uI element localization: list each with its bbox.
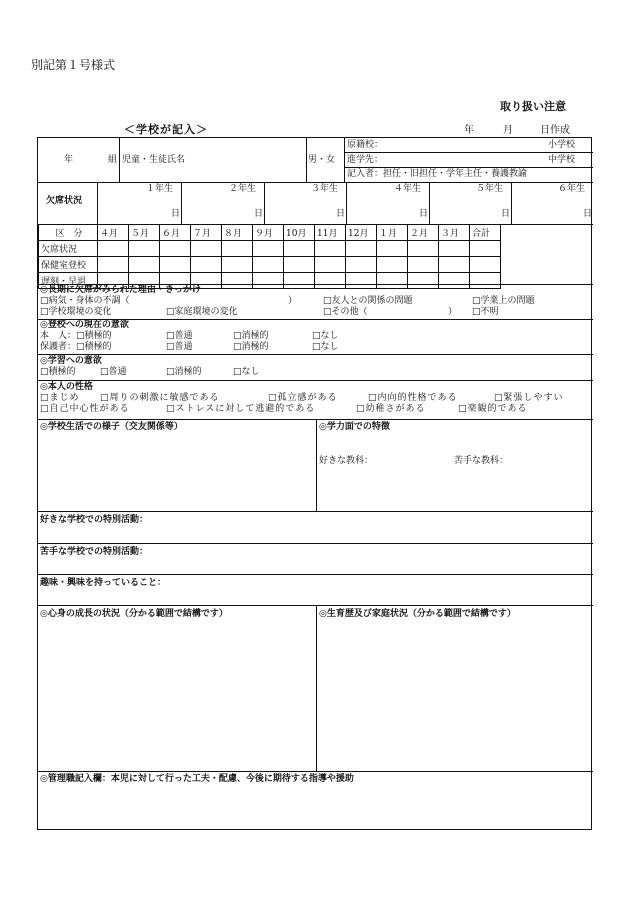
- divider: [316, 605, 317, 771]
- study-passive-checkbox[interactable]: □消極的: [166, 367, 202, 377]
- grade-6-label: ６年生: [558, 184, 586, 194]
- reason-unknown-checkbox[interactable]: □不明: [472, 307, 499, 317]
- char-selfcentered-checkbox[interactable]: □自己中心性がある: [40, 404, 130, 414]
- student-name-label: 児童・生徒氏名: [122, 155, 186, 165]
- cell[interactable]: [191, 241, 222, 257]
- cell[interactable]: [439, 241, 470, 257]
- cell[interactable]: [222, 257, 253, 273]
- month-header: ４月: [98, 225, 129, 241]
- academic-title: ◎学力面での特徴: [319, 422, 390, 432]
- cell[interactable]: [470, 257, 501, 273]
- reason-other-checkbox[interactable]: □その他（: [323, 307, 368, 317]
- divider: [97, 182, 98, 224]
- days-unit: 日: [419, 209, 429, 219]
- month-header: 11月: [315, 225, 346, 241]
- cell[interactable]: [160, 257, 191, 273]
- char-sensitive-checkbox[interactable]: □周りの刺激に敏感である: [100, 393, 220, 403]
- study-will-title: ◎学習への意欲: [40, 356, 102, 366]
- divider: [346, 182, 347, 224]
- cell[interactable]: [346, 273, 377, 289]
- char-optimistic-checkbox[interactable]: □楽観的である: [458, 404, 528, 414]
- manager-comment-title: ◎管理職記入欄：本児に対して行った工夫・配慮、今後に期待する指導や援助: [40, 774, 354, 784]
- divider: [344, 138, 345, 182]
- table-header-row: [39, 225, 501, 241]
- month-header: ３月: [439, 225, 470, 241]
- divider: [38, 511, 593, 512]
- self-active-checkbox[interactable]: 本 人：□積極的: [40, 331, 112, 341]
- self-passive-checkbox[interactable]: □消極的: [233, 331, 269, 341]
- char-escapist-checkbox[interactable]: □ストレスに対して逃避的である: [166, 404, 316, 414]
- divider: [38, 543, 593, 544]
- attend-will-title: ◎登校への現在の意欲: [40, 320, 129, 330]
- reason-school-env-checkbox[interactable]: □学校環境の変化: [40, 307, 112, 317]
- days-unit: 日: [501, 209, 511, 219]
- month-header: ２月: [408, 225, 439, 241]
- divider: [38, 182, 593, 183]
- school-life-title: ◎学校生活での様子（交友関係等）: [40, 422, 183, 432]
- days-unit: 日: [171, 209, 181, 219]
- favorite-activity-label: 好きな学校での特別活動：: [40, 515, 149, 525]
- year-label: 年: [64, 155, 74, 165]
- cell[interactable]: [315, 273, 346, 289]
- row-label: 保健室登校: [39, 257, 98, 273]
- filled-by-school-label: ＜学校が記入＞: [124, 123, 208, 136]
- reason-illness-checkbox[interactable]: □病気・身体の不調（: [40, 296, 130, 306]
- date-year-label: 年: [464, 125, 474, 136]
- cell[interactable]: [222, 241, 253, 257]
- row-label: 欠席状況: [39, 241, 98, 257]
- grade-5-label: ５年生: [476, 184, 504, 194]
- elementary-school-suffix: 小学校: [548, 140, 576, 150]
- month-header: 12月: [346, 225, 377, 241]
- cell[interactable]: [377, 273, 408, 289]
- report-form: [37, 137, 592, 830]
- cell[interactable]: [439, 257, 470, 273]
- guardian-passive-checkbox[interactable]: □消極的: [233, 342, 269, 352]
- handling-notice: 取り扱い注意: [500, 100, 566, 113]
- category-header: 区 分: [39, 225, 98, 241]
- cell[interactable]: [98, 257, 129, 273]
- cell[interactable]: [346, 241, 377, 257]
- cell[interactable]: [284, 257, 315, 273]
- grade-2-label: ２年生: [229, 184, 257, 194]
- next-school-label: 進学先：: [347, 155, 384, 165]
- divider: [511, 182, 512, 224]
- guardian-normal-checkbox[interactable]: □普通: [166, 342, 193, 352]
- study-normal-checkbox[interactable]: □普通: [100, 367, 127, 377]
- char-isolated-checkbox[interactable]: □孤立感がある: [268, 393, 338, 403]
- total-header: 合計: [470, 225, 501, 241]
- month-header: ９月: [253, 225, 284, 241]
- reason-home-env-checkbox[interactable]: □家庭環境の変化: [166, 307, 238, 317]
- weak-subject-label: 苦手な教科：: [454, 456, 509, 466]
- month-header: ８月: [222, 225, 253, 241]
- cell[interactable]: [284, 241, 315, 257]
- divider: [306, 138, 307, 182]
- form-number-label: 別記第１号様式: [31, 58, 116, 72]
- self-none-checkbox[interactable]: □なし: [312, 331, 339, 341]
- weak-activity-label: 苦手な学校での特別活動：: [40, 547, 149, 557]
- grade-4-label: ４年生: [394, 184, 422, 194]
- reason-paren-close: ）: [288, 296, 298, 306]
- self-normal-checkbox[interactable]: □普通: [166, 331, 193, 341]
- cell[interactable]: [315, 257, 346, 273]
- divider: [38, 574, 593, 575]
- reason-title: ◎長期に欠席がみられた理由・きっかけ: [40, 285, 201, 295]
- favorite-subject-label: 好きな教科：: [319, 456, 374, 466]
- divider: [264, 182, 265, 224]
- reason-friend-checkbox[interactable]: □友人との関係の問題: [323, 296, 413, 306]
- char-childish-checkbox[interactable]: □幼稚さがある: [356, 404, 426, 414]
- cell[interactable]: [470, 273, 501, 289]
- writer-label: 記入者：担任・旧担任・学年主任・養護教諭: [347, 169, 528, 179]
- gender-label: 男・女: [308, 155, 336, 165]
- grade-1-label: １年生: [146, 184, 174, 194]
- cell[interactable]: [253, 257, 284, 273]
- character-title: ◎本人の性格: [40, 382, 93, 392]
- study-active-checkbox[interactable]: □積極的: [40, 367, 76, 377]
- cell[interactable]: [129, 241, 160, 257]
- cell[interactable]: [315, 241, 346, 257]
- divider: [38, 354, 593, 355]
- cell[interactable]: [377, 257, 408, 273]
- table-row: [39, 257, 501, 273]
- guardian-active-checkbox[interactable]: 保護者：□積極的: [40, 342, 112, 352]
- cell[interactable]: [377, 241, 408, 257]
- cell[interactable]: [470, 241, 501, 257]
- month-header: 10月: [284, 225, 315, 241]
- cell[interactable]: [284, 273, 315, 289]
- month-header: １月: [377, 225, 408, 241]
- cell[interactable]: [191, 257, 222, 273]
- cell[interactable]: [253, 241, 284, 257]
- days-unit: 日: [336, 209, 346, 219]
- char-serious-checkbox[interactable]: □まじめ: [40, 393, 80, 403]
- reason-paren-close: ）: [448, 307, 458, 317]
- divider: [119, 138, 120, 182]
- original-school-label: 原籍校：: [347, 140, 384, 150]
- family-title: ◎生育歴及び家庭状況（分かる範囲で結構です）: [319, 609, 516, 619]
- monthly-attendance-table: [38, 224, 501, 289]
- divider: [344, 167, 593, 168]
- cell[interactable]: [408, 273, 439, 289]
- cell[interactable]: [222, 273, 253, 289]
- char-introvert-checkbox[interactable]: □内向的性格である: [368, 393, 458, 403]
- cell[interactable]: [408, 241, 439, 257]
- cell[interactable]: [129, 257, 160, 273]
- hobby-label: 趣味・興味を持っていること：: [40, 578, 167, 588]
- month-header: ５月: [129, 225, 160, 241]
- cell[interactable]: [346, 257, 377, 273]
- growth-title: ◎心身の成長の状況（分かる範囲で結構です）: [40, 609, 228, 619]
- char-nervous-checkbox[interactable]: □緊張しやすい: [494, 393, 564, 403]
- cell[interactable]: [98, 241, 129, 257]
- cell[interactable]: [160, 241, 191, 257]
- divider: [316, 419, 317, 511]
- month-header: ７月: [191, 225, 222, 241]
- cell[interactable]: [439, 273, 470, 289]
- divider: [344, 152, 593, 153]
- guardian-none-checkbox[interactable]: □なし: [312, 342, 339, 352]
- divider: [429, 182, 430, 224]
- date-created-label: 日作成: [540, 125, 570, 136]
- table-row: [39, 241, 501, 257]
- date-month-label: 月: [503, 125, 513, 136]
- study-none-checkbox[interactable]: □なし: [233, 367, 260, 377]
- grade-3-label: ３年生: [311, 184, 339, 194]
- cell[interactable]: [253, 273, 284, 289]
- junior-high-suffix: 中学校: [548, 155, 576, 165]
- divider: [38, 771, 593, 772]
- class-label: 組: [108, 155, 118, 165]
- reason-study-checkbox[interactable]: □学業上の問題: [472, 296, 535, 306]
- cell[interactable]: [408, 257, 439, 273]
- month-header: ６月: [160, 225, 191, 241]
- divider: [181, 182, 182, 224]
- days-unit: 日: [254, 209, 264, 219]
- absence-status-label: 欠席状況: [46, 196, 83, 206]
- row-label: 遅刻・早退: [39, 273, 98, 289]
- days-unit: 日: [583, 209, 593, 219]
- divider: [38, 380, 593, 381]
